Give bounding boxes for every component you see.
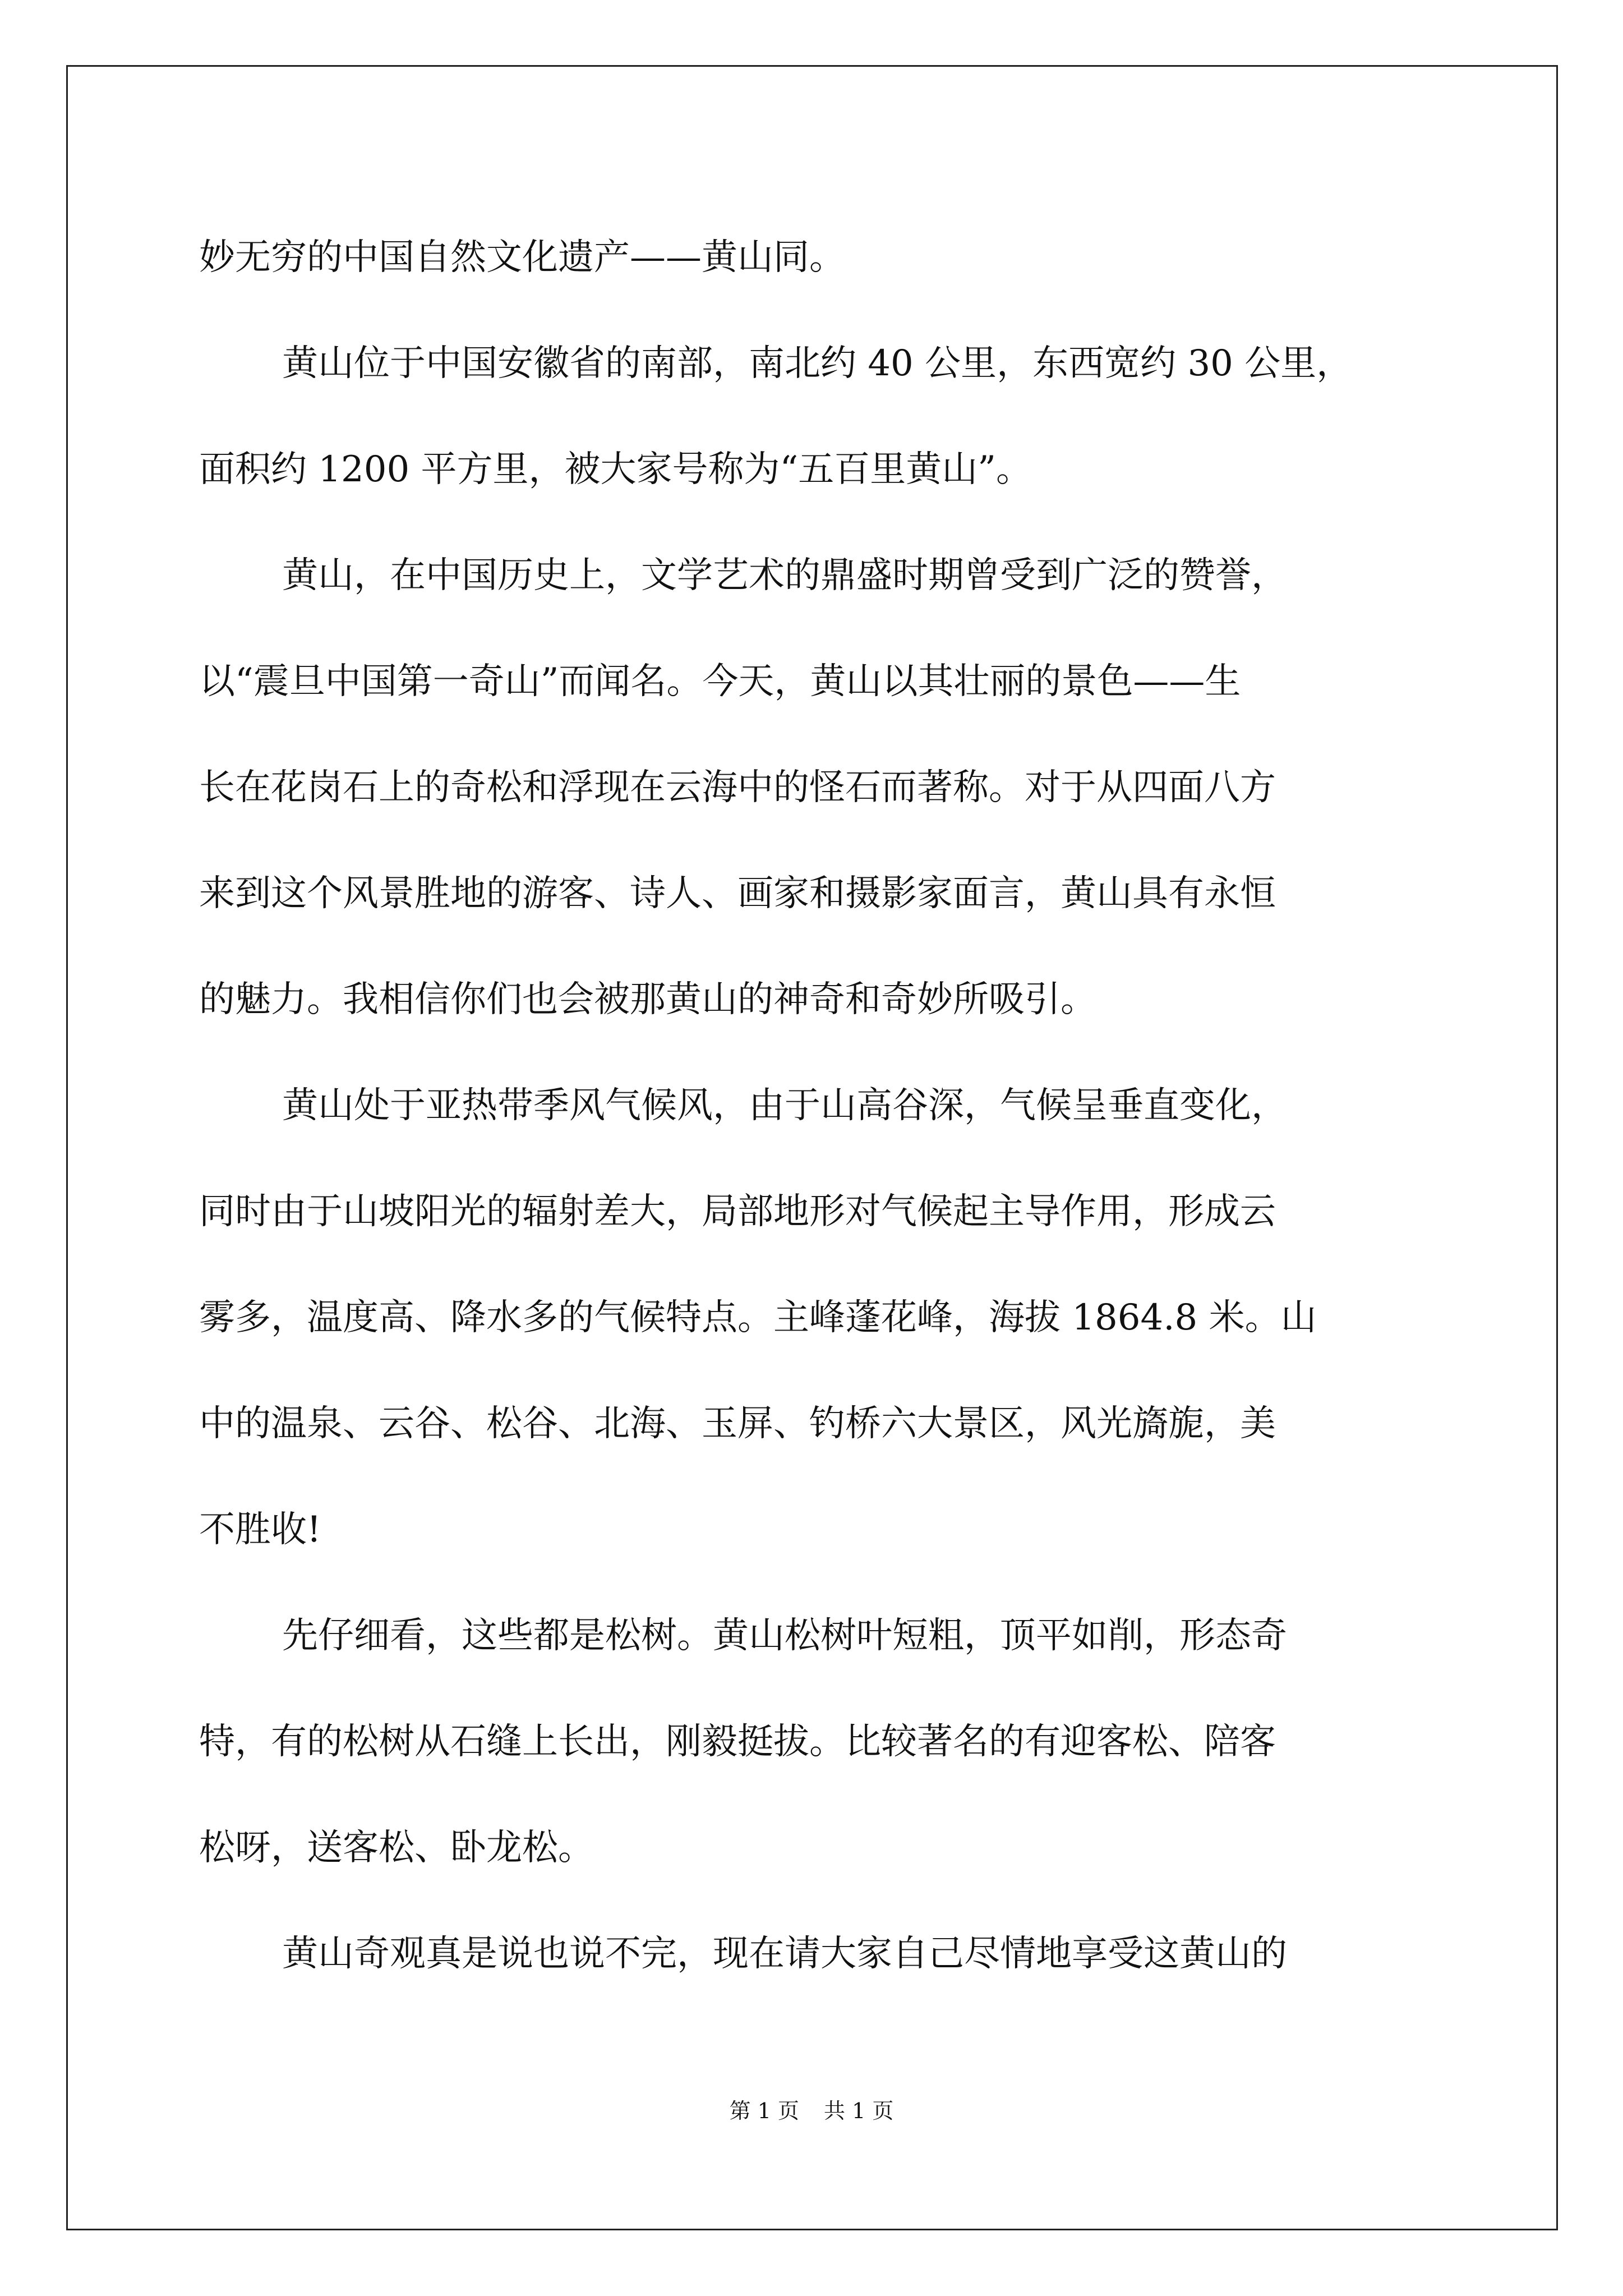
text-line: 以“震旦中国第一奇山”而闻名。今天，黄山以其壮丽的景色——生 bbox=[199, 661, 1241, 702]
text-line: 松呀，送客松、卧龙松。 bbox=[199, 1827, 594, 1869]
page-number: 第 1 页 bbox=[729, 2099, 799, 2123]
text-line: 黄山奇观真是说也说不完，现在请大家自己尽情地享受这黄山的 bbox=[282, 1933, 1287, 1975]
text-line: 特，有的松树从石缝上长出，刚毅挺拔。比较著名的有迎客松、陪客 bbox=[199, 1721, 1276, 1763]
text-line: 妙无穷的中国自然文化遗产——黄山同。 bbox=[199, 237, 845, 278]
document-body bbox=[199, 205, 1427, 2007]
text-line: 面积约 1200 平方里，被大家号称为“五百里黄山”。 bbox=[199, 449, 1032, 490]
text-line: 先仔细看，这些都是松树。黄山松树叶短粗，顶平如削，形态奇 bbox=[282, 1615, 1287, 1657]
text-line: 中的温泉、云谷、松谷、北海、玉屏、钓桥六大景区，风光旖旎，美 bbox=[199, 1403, 1276, 1444]
text-line: 黄山位于中国安徽省的南部，南北约 40 公里，东西宽约 30 公里， bbox=[282, 343, 1353, 384]
text-line: 雾多，温度高、降水多的气候特点。主峰蓬花峰，海拔 1864.8 米。山 bbox=[199, 1297, 1317, 1338]
page-count: 共 1 页 bbox=[824, 2099, 894, 2123]
text-line: 黄山，在中国历史上，文学艺术的鼎盛时期曾受到广泛的赞誉， bbox=[282, 555, 1287, 596]
text-line: 不胜收! bbox=[199, 1509, 321, 1550]
page-footer bbox=[0, 2097, 1623, 2125]
text-line: 来到这个风景胜地的游客、诗人、画家和摄影家面言，黄山具有永恒 bbox=[199, 873, 1276, 914]
text-line: 的魅力。我相信你们也会被那黄山的神奇和奇妙所吸引。 bbox=[199, 979, 1096, 1020]
text-line: 长在花岗石上的奇松和浮现在云海中的怪石而著称。对于从四面八方 bbox=[199, 767, 1276, 808]
text-line: 黄山处于亚热带季风气候风，由于山高谷深，气候呈垂直变化， bbox=[282, 1085, 1287, 1126]
text-line: 同时由于山坡阳光的辐射差大，局部地形对气候起主导作用，形成云 bbox=[199, 1191, 1276, 1232]
